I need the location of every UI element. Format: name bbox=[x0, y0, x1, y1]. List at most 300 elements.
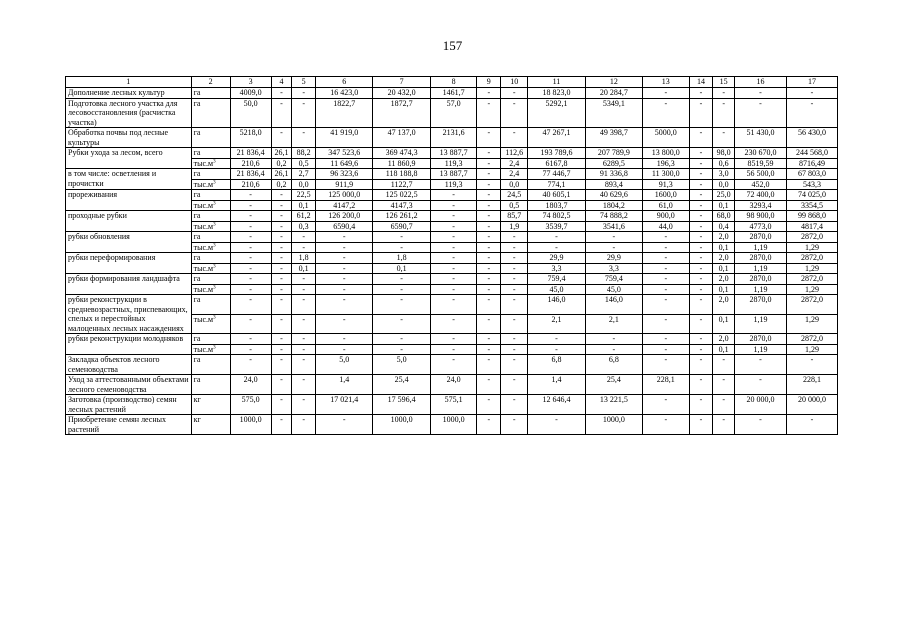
value-cell: 6167,8 bbox=[528, 158, 585, 169]
value-cell: 575,1 bbox=[430, 395, 477, 415]
value-cell: 1,19 bbox=[735, 263, 787, 274]
value-cell: - bbox=[271, 211, 292, 222]
value-cell: - bbox=[477, 88, 501, 99]
value-cell: 5218,0 bbox=[230, 128, 271, 148]
value-cell: - bbox=[689, 128, 713, 148]
value-cell: - bbox=[528, 334, 585, 345]
value-cell: - bbox=[585, 232, 642, 243]
value-cell: - bbox=[689, 314, 713, 334]
value-cell: - bbox=[477, 395, 501, 415]
value-cell: 1,19 bbox=[735, 242, 787, 253]
table-row bbox=[66, 169, 838, 180]
unit-cell: га bbox=[191, 148, 230, 159]
value-cell: - bbox=[689, 200, 713, 211]
value-cell: 68,0 bbox=[713, 211, 735, 222]
value-cell: - bbox=[477, 263, 501, 274]
value-cell: - bbox=[585, 334, 642, 345]
value-cell: 41 919,0 bbox=[316, 128, 373, 148]
value-cell: 1000,0 bbox=[373, 415, 430, 435]
unit-cell: $тыс.м^3$ bbox=[191, 179, 230, 190]
value-cell: 0,0 bbox=[713, 179, 735, 190]
value-cell: 21 836,4 bbox=[230, 169, 271, 180]
value-cell: 2870,0 bbox=[735, 274, 787, 285]
value-cell: - bbox=[292, 314, 316, 334]
value-cell: 2872,0 bbox=[786, 232, 837, 243]
value-cell: - bbox=[689, 395, 713, 415]
value-cell: 24,5 bbox=[501, 190, 528, 201]
value-cell: - bbox=[230, 355, 271, 375]
value-cell: 4773,0 bbox=[735, 221, 787, 232]
value-cell: 50,0 bbox=[230, 98, 271, 128]
unit-cell: $тыс.м^3$ bbox=[191, 158, 230, 169]
header-cell: 12 bbox=[585, 77, 642, 88]
header-cell: 4 bbox=[271, 77, 292, 88]
value-cell: - bbox=[292, 88, 316, 99]
value-cell: - bbox=[230, 263, 271, 274]
value-cell: 1872,7 bbox=[373, 98, 430, 128]
row-name: рубки переформирования bbox=[66, 253, 192, 274]
value-cell: 0,4 bbox=[713, 221, 735, 232]
table-row bbox=[66, 232, 838, 243]
value-cell: 1,29 bbox=[786, 263, 837, 274]
value-cell: - bbox=[477, 158, 501, 169]
value-cell: 210,6 bbox=[230, 158, 271, 169]
value-cell: 11 649,6 bbox=[316, 158, 373, 169]
value-cell: - bbox=[477, 355, 501, 375]
value-cell: 6,8 bbox=[528, 355, 585, 375]
row-name: Рубки ухода за лесом, всего bbox=[66, 148, 192, 169]
value-cell: - bbox=[271, 295, 292, 315]
header-cell: 14 bbox=[689, 77, 713, 88]
header-row bbox=[66, 77, 838, 88]
value-cell: - bbox=[477, 334, 501, 345]
value-cell: - bbox=[713, 128, 735, 148]
value-cell: 67 803,0 bbox=[786, 169, 837, 180]
value-cell: - bbox=[292, 334, 316, 345]
row-name: Уход за аттестованными объектами лесного семеноводства bbox=[66, 375, 192, 395]
value-cell: 3354,5 bbox=[786, 200, 837, 211]
unit-cell: га bbox=[191, 355, 230, 375]
value-cell: 4009,0 bbox=[230, 88, 271, 99]
value-cell: - bbox=[689, 415, 713, 435]
value-cell: - bbox=[430, 334, 477, 345]
value-cell: 146,0 bbox=[585, 295, 642, 315]
row-name: Заготовка (производство) семян лесных растений bbox=[66, 395, 192, 415]
value-cell: - bbox=[316, 334, 373, 345]
value-cell: - bbox=[501, 242, 528, 253]
value-cell: - bbox=[271, 128, 292, 148]
value-cell: - bbox=[501, 88, 528, 99]
value-cell: 1,19 bbox=[735, 314, 787, 334]
value-cell: 6590,4 bbox=[316, 221, 373, 232]
value-cell: 47 137,0 bbox=[373, 128, 430, 148]
value-cell: - bbox=[373, 334, 430, 345]
value-cell: 0,1 bbox=[713, 200, 735, 211]
value-cell: - bbox=[689, 232, 713, 243]
value-cell: - bbox=[271, 375, 292, 395]
value-cell: - bbox=[373, 295, 430, 315]
value-cell: - bbox=[230, 200, 271, 211]
value-cell: - bbox=[477, 415, 501, 435]
value-cell: - bbox=[501, 395, 528, 415]
value-cell: 61,2 bbox=[292, 211, 316, 222]
value-cell: 0,5 bbox=[501, 200, 528, 211]
value-cell: - bbox=[689, 190, 713, 201]
value-cell: - bbox=[230, 211, 271, 222]
value-cell: - bbox=[643, 415, 690, 435]
value-cell: - bbox=[689, 169, 713, 180]
value-cell: 51 430,0 bbox=[735, 128, 787, 148]
unit-cell: $тыс.м^3$ bbox=[191, 263, 230, 274]
value-cell: 12 646,4 bbox=[528, 395, 585, 415]
value-cell: - bbox=[689, 295, 713, 315]
value-cell: 2,4 bbox=[501, 169, 528, 180]
header-cell: 16 bbox=[735, 77, 787, 88]
value-cell: 0,1 bbox=[292, 200, 316, 211]
value-cell: - bbox=[292, 98, 316, 128]
value-cell: 8519,59 bbox=[735, 158, 787, 169]
value-cell: - bbox=[271, 98, 292, 128]
value-cell: 16 423,0 bbox=[316, 88, 373, 99]
table-row bbox=[66, 355, 838, 375]
value-cell: - bbox=[271, 263, 292, 274]
value-cell: - bbox=[271, 355, 292, 375]
value-cell: 6,8 bbox=[585, 355, 642, 375]
value-cell: - bbox=[373, 314, 430, 334]
value-cell: - bbox=[735, 88, 787, 99]
value-cell: - bbox=[501, 415, 528, 435]
value-cell: 1,29 bbox=[786, 284, 837, 295]
value-cell: 72 400,0 bbox=[735, 190, 787, 201]
value-cell: 125 022,5 bbox=[373, 190, 430, 201]
value-cell: 126 261,2 bbox=[373, 211, 430, 222]
header-cell: 11 bbox=[528, 77, 585, 88]
table-row bbox=[66, 295, 838, 315]
value-cell: 0,3 bbox=[292, 221, 316, 232]
value-cell: - bbox=[230, 242, 271, 253]
unit-cell: $тыс.м^3$ bbox=[191, 314, 230, 334]
table-row bbox=[66, 274, 838, 285]
value-cell: - bbox=[643, 263, 690, 274]
unit-cell: га bbox=[191, 334, 230, 345]
value-cell: - bbox=[230, 253, 271, 264]
value-cell: - bbox=[501, 334, 528, 345]
value-cell: - bbox=[271, 200, 292, 211]
value-cell: - bbox=[292, 395, 316, 415]
value-cell: 452,0 bbox=[735, 179, 787, 190]
value-cell: - bbox=[477, 314, 501, 334]
header-cell: 17 bbox=[786, 77, 837, 88]
value-cell: - bbox=[292, 415, 316, 435]
value-cell: 146,0 bbox=[528, 295, 585, 315]
value-cell: - bbox=[735, 98, 787, 128]
value-cell: - bbox=[430, 253, 477, 264]
value-cell: 45,0 bbox=[528, 284, 585, 295]
table-row bbox=[66, 211, 838, 222]
unit-cell: $тыс.м^3$ bbox=[191, 200, 230, 211]
row-name: рубки обновления bbox=[66, 232, 192, 253]
value-cell: - bbox=[373, 344, 430, 355]
value-cell: 22,5 bbox=[292, 190, 316, 201]
value-cell: - bbox=[689, 355, 713, 375]
value-cell: - bbox=[689, 274, 713, 285]
value-cell: - bbox=[501, 284, 528, 295]
value-cell: 759,4 bbox=[528, 274, 585, 285]
value-cell: 5000,0 bbox=[643, 128, 690, 148]
value-cell: - bbox=[316, 274, 373, 285]
value-cell: - bbox=[230, 314, 271, 334]
value-cell: 11 300,0 bbox=[643, 169, 690, 180]
value-cell: 4817,4 bbox=[786, 221, 837, 232]
value-cell: - bbox=[271, 221, 292, 232]
row-name: рубки реконструкции в средневозрастных, приспевающих, спелых и перестойных малоценных лесных насаждениях bbox=[66, 295, 192, 334]
value-cell: 2872,0 bbox=[786, 253, 837, 264]
value-cell: - bbox=[271, 415, 292, 435]
unit-cell: кг bbox=[191, 415, 230, 435]
value-cell: 25,4 bbox=[585, 375, 642, 395]
value-cell: - bbox=[373, 284, 430, 295]
unit-cell: га bbox=[191, 190, 230, 201]
value-cell: 759,4 bbox=[585, 274, 642, 285]
value-cell: - bbox=[230, 334, 271, 345]
value-cell: 2,7 bbox=[292, 169, 316, 180]
value-cell: 0,1 bbox=[373, 263, 430, 274]
value-cell: 196,3 bbox=[643, 158, 690, 169]
value-cell: 61,0 bbox=[643, 200, 690, 211]
value-cell: 1,29 bbox=[786, 344, 837, 355]
value-cell: 0,1 bbox=[713, 314, 735, 334]
value-cell: 29,9 bbox=[528, 253, 585, 264]
value-cell: 26,1 bbox=[271, 148, 292, 159]
value-cell: 88,2 bbox=[292, 148, 316, 159]
value-cell: 6590,7 bbox=[373, 221, 430, 232]
value-cell: 207 789,9 bbox=[585, 148, 642, 159]
value-cell: - bbox=[689, 242, 713, 253]
value-cell: - bbox=[643, 232, 690, 243]
table-row bbox=[66, 415, 838, 435]
value-cell: 3541,6 bbox=[585, 221, 642, 232]
value-cell: - bbox=[689, 334, 713, 345]
value-cell: - bbox=[430, 314, 477, 334]
header-cell: 9 bbox=[477, 77, 501, 88]
value-cell: - bbox=[271, 88, 292, 99]
value-cell: 119,3 bbox=[430, 179, 477, 190]
value-cell: 193 789,6 bbox=[528, 148, 585, 159]
value-cell: 2870,0 bbox=[735, 232, 787, 243]
value-cell: 49 398,7 bbox=[585, 128, 642, 148]
value-cell: - bbox=[477, 232, 501, 243]
value-cell: 2872,0 bbox=[786, 334, 837, 345]
value-cell: - bbox=[735, 415, 787, 435]
value-cell: 17 596,4 bbox=[373, 395, 430, 415]
value-cell: - bbox=[713, 375, 735, 395]
value-cell: 230 670,0 bbox=[735, 148, 787, 159]
value-cell: 2872,0 bbox=[786, 274, 837, 285]
value-cell: 2870,0 bbox=[735, 295, 787, 315]
value-cell: 47 267,1 bbox=[528, 128, 585, 148]
row-name: Обработка почвы под лесные культуры bbox=[66, 128, 192, 148]
value-cell: - bbox=[430, 355, 477, 375]
value-cell: - bbox=[585, 242, 642, 253]
table-row bbox=[66, 334, 838, 345]
value-cell: - bbox=[316, 253, 373, 264]
value-cell: - bbox=[292, 295, 316, 315]
value-cell: - bbox=[643, 334, 690, 345]
value-cell: 2872,0 bbox=[786, 295, 837, 315]
value-cell: 228,1 bbox=[786, 375, 837, 395]
value-cell: 1,19 bbox=[735, 284, 787, 295]
value-cell: - bbox=[689, 221, 713, 232]
row-name: Закладка объектов лесного семеноводства bbox=[66, 355, 192, 375]
value-cell: 44,0 bbox=[643, 221, 690, 232]
value-cell: - bbox=[373, 232, 430, 243]
value-cell: 20 284,7 bbox=[585, 88, 642, 99]
value-cell: - bbox=[271, 395, 292, 415]
value-cell: 91,3 bbox=[643, 179, 690, 190]
value-cell: - bbox=[271, 344, 292, 355]
value-cell: - bbox=[501, 375, 528, 395]
value-cell: - bbox=[230, 344, 271, 355]
value-cell: - bbox=[643, 253, 690, 264]
value-cell: - bbox=[316, 314, 373, 334]
value-cell: 40 629,6 bbox=[585, 190, 642, 201]
page-number: 157 bbox=[442, 38, 463, 53]
value-cell: 4147,3 bbox=[373, 200, 430, 211]
value-cell: - bbox=[477, 284, 501, 295]
value-cell: - bbox=[373, 274, 430, 285]
value-cell: 0,1 bbox=[292, 263, 316, 274]
value-cell: - bbox=[585, 344, 642, 355]
value-cell: - bbox=[477, 148, 501, 159]
value-cell: - bbox=[477, 274, 501, 285]
value-cell: - bbox=[643, 395, 690, 415]
value-cell: 74 802,5 bbox=[528, 211, 585, 222]
table-row bbox=[66, 148, 838, 159]
table-row bbox=[66, 395, 838, 415]
table-row bbox=[66, 88, 838, 99]
value-cell: - bbox=[430, 211, 477, 222]
unit-cell: га bbox=[191, 169, 230, 180]
value-cell: 347 523,6 bbox=[316, 148, 373, 159]
value-cell: - bbox=[528, 415, 585, 435]
value-cell: 119,3 bbox=[430, 158, 477, 169]
unit-cell: $тыс.м^3$ bbox=[191, 242, 230, 253]
row-name: рубки формирования ландшафта bbox=[66, 274, 192, 295]
value-cell: 91 336,8 bbox=[585, 169, 642, 180]
value-cell: - bbox=[643, 355, 690, 375]
unit-cell: га bbox=[191, 211, 230, 222]
unit-cell: $тыс.м^3$ bbox=[191, 221, 230, 232]
row-name: Приобретение семян лесных растений bbox=[66, 415, 192, 435]
value-cell: - bbox=[689, 375, 713, 395]
value-cell: - bbox=[316, 344, 373, 355]
value-cell: - bbox=[292, 232, 316, 243]
value-cell: - bbox=[316, 232, 373, 243]
value-cell: 5,0 bbox=[316, 355, 373, 375]
value-cell: - bbox=[271, 314, 292, 334]
value-cell: - bbox=[689, 211, 713, 222]
value-cell: - bbox=[477, 242, 501, 253]
value-cell: 0,5 bbox=[292, 158, 316, 169]
value-cell: 2,1 bbox=[528, 314, 585, 334]
value-cell: 29,9 bbox=[585, 253, 642, 264]
value-cell: 575,0 bbox=[230, 395, 271, 415]
row-name: прореживания bbox=[66, 190, 192, 211]
value-cell: - bbox=[271, 334, 292, 345]
value-cell: - bbox=[430, 190, 477, 201]
value-cell: - bbox=[230, 190, 271, 201]
value-cell: - bbox=[735, 375, 787, 395]
value-cell: 774,1 bbox=[528, 179, 585, 190]
value-cell: - bbox=[271, 253, 292, 264]
value-cell: 2,1 bbox=[585, 314, 642, 334]
value-cell: 1,4 bbox=[316, 375, 373, 395]
value-cell: 1122,7 bbox=[373, 179, 430, 190]
row-name: в том числе: осветления и прочистки bbox=[66, 169, 192, 190]
value-cell: - bbox=[689, 284, 713, 295]
value-cell: - bbox=[501, 295, 528, 315]
value-cell: 85,7 bbox=[501, 211, 528, 222]
value-cell: 2,4 bbox=[501, 158, 528, 169]
value-cell: 2,0 bbox=[713, 253, 735, 264]
header-cell: 8 bbox=[430, 77, 477, 88]
unit-cell: га bbox=[191, 232, 230, 243]
value-cell: 74 025,0 bbox=[786, 190, 837, 201]
row-name: Дополнение лесных культур bbox=[66, 88, 192, 99]
value-cell: - bbox=[230, 284, 271, 295]
value-cell: 369 474,3 bbox=[373, 148, 430, 159]
value-cell: - bbox=[316, 284, 373, 295]
value-cell: 2870,0 bbox=[735, 334, 787, 345]
value-cell: 20 000,0 bbox=[786, 395, 837, 415]
value-cell: 1,19 bbox=[735, 344, 787, 355]
value-cell: - bbox=[689, 98, 713, 128]
value-cell: 13 887,7 bbox=[430, 148, 477, 159]
header-cell: 1 bbox=[66, 77, 192, 88]
value-cell: 5,0 bbox=[373, 355, 430, 375]
header-cell: 13 bbox=[643, 77, 690, 88]
value-cell: 244 568,0 bbox=[786, 148, 837, 159]
value-cell: - bbox=[292, 284, 316, 295]
value-cell: - bbox=[501, 263, 528, 274]
value-cell: - bbox=[292, 375, 316, 395]
value-cell: - bbox=[643, 344, 690, 355]
value-cell: 0,1 bbox=[713, 263, 735, 274]
value-cell: - bbox=[689, 253, 713, 264]
value-cell: 0,1 bbox=[713, 344, 735, 355]
value-cell: 1000,0 bbox=[230, 415, 271, 435]
value-cell: 0,2 bbox=[271, 158, 292, 169]
value-cell: - bbox=[477, 295, 501, 315]
value-cell: 1461,7 bbox=[430, 88, 477, 99]
value-cell: 118 188,8 bbox=[373, 169, 430, 180]
value-cell: - bbox=[689, 158, 713, 169]
value-cell: 2,0 bbox=[713, 232, 735, 243]
forestry-table bbox=[65, 76, 838, 435]
unit-cell: га bbox=[191, 295, 230, 315]
value-cell: - bbox=[292, 128, 316, 148]
value-cell: - bbox=[430, 284, 477, 295]
value-cell: 2,0 bbox=[713, 295, 735, 315]
value-cell: - bbox=[689, 263, 713, 274]
value-cell: 2,0 bbox=[713, 334, 735, 345]
value-cell: - bbox=[430, 221, 477, 232]
value-cell: 1000,0 bbox=[430, 415, 477, 435]
value-cell: - bbox=[230, 274, 271, 285]
value-cell: - bbox=[643, 314, 690, 334]
value-cell: 26,1 bbox=[271, 169, 292, 180]
value-cell: - bbox=[689, 179, 713, 190]
